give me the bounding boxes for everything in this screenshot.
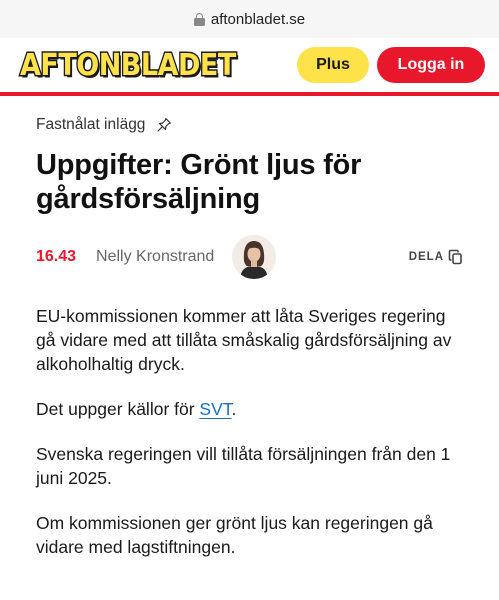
- pinned-post-label: [36, 116, 463, 134]
- lock-icon: [194, 13, 205, 26]
- publish-time: 16.43: [36, 248, 77, 265]
- pin-icon: [155, 116, 173, 134]
- article: [0, 116, 499, 559]
- byline: [36, 234, 463, 280]
- aftonbladet-logo[interactable]: AFTONBLADET: [20, 47, 236, 83]
- share-label: DELA: [408, 251, 444, 263]
- browser-url-bar[interactable]: [0, 0, 499, 38]
- header-divider: [0, 92, 499, 96]
- login-button[interactable]: Logga in: [377, 47, 485, 83]
- paragraph-4: Om kommissionen ger grönt ljus kan regeringen gå vidare med lagstiftningen.: [36, 513, 433, 557]
- paragraph-2: [36, 397, 463, 421]
- svt-link[interactable]: SVT: [199, 399, 232, 419]
- article-title: Uppgifter: Grönt ljus för gårdsförsäljning: [36, 149, 362, 215]
- plus-button[interactable]: Plus: [297, 47, 369, 83]
- author-avatar[interactable]: [232, 235, 276, 279]
- site-header: [0, 38, 499, 92]
- author-name[interactable]: Nelly Kronstrand: [96, 248, 215, 265]
- paragraph-2-text: Det uppger källor för: [36, 399, 200, 419]
- paragraph-2-end: .: [231, 399, 237, 419]
- article-body: [36, 304, 463, 559]
- share-button[interactable]: [409, 249, 463, 265]
- url-text: aftonbladet.se: [210, 10, 306, 28]
- pinned-label-text: Fastnålat inlägg: [36, 116, 146, 133]
- copy-icon: [448, 249, 463, 265]
- paragraph-3: Svenska regeringen vill tillåta försäljningen från den 1 juni 2025.: [36, 444, 451, 488]
- paragraph-1: EU-kommissionen kommer att låta Sveriges regering gå vidare med att tillåta småskalig gårdsförsäljning av alkoholhaltig dryck.: [36, 306, 452, 374]
